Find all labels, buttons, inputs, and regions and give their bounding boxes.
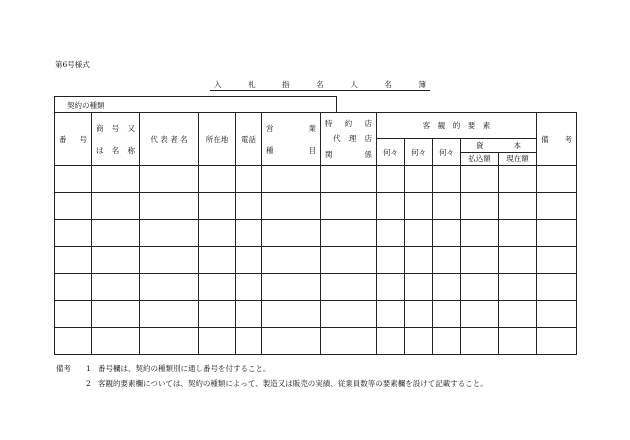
title-char: 名	[316, 80, 324, 89]
note-1: 備考 1 番号欄は、契約の種類別に通し番号を付すること。	[56, 361, 488, 376]
notes-heading: 備考	[56, 364, 71, 373]
header-current: 現在額	[506, 154, 529, 164]
header-remarks: 備 考	[537, 113, 577, 166]
document-title	[210, 79, 430, 91]
table-row	[55, 220, 577, 247]
title-char: 名	[384, 80, 392, 89]
table-row	[55, 166, 577, 193]
header-number: 番 号	[55, 113, 92, 166]
contract-type-label: 契約の種類	[67, 101, 105, 110]
header-trade-name: 商 号 又 は 名 称	[92, 113, 140, 166]
title-char: 人	[350, 80, 358, 89]
header-item-3: 何々	[433, 139, 461, 166]
header-item-2: 何々	[405, 139, 433, 166]
header-business: 営 業 種 目	[262, 113, 321, 166]
header-representative: 代 表 者 名	[140, 113, 199, 166]
title-char: 指	[282, 80, 290, 89]
header-location: 所在地	[199, 113, 236, 166]
header-objective: 客 観 的 要 素	[377, 113, 537, 139]
register-table	[54, 112, 577, 355]
header-phone: 電話	[236, 113, 262, 166]
title-char: 札	[248, 80, 256, 89]
header-capital: 資 本 払込額 現在額	[461, 139, 537, 166]
table-row	[55, 193, 577, 220]
table-row	[55, 301, 577, 328]
table-row	[55, 247, 577, 274]
table-row	[55, 328, 577, 355]
title-char: 入	[214, 80, 222, 89]
header-agency: 特 約 店 代 理 店 関 係	[321, 113, 377, 166]
note-2: 2 客観的要素欄については、契約の種類によって、製造又は販売の実績、従業員数等の要素欄を設けて記載すること。	[86, 379, 488, 388]
form-number: 第6号様式	[55, 60, 90, 69]
title-char: 簿	[418, 80, 426, 89]
header-row	[55, 113, 577, 139]
header-paid-in: 払込額	[461, 153, 499, 166]
contract-type-box	[54, 96, 337, 112]
notes	[56, 361, 488, 391]
header-item-1: 何々	[377, 139, 405, 166]
table-row	[55, 274, 577, 301]
